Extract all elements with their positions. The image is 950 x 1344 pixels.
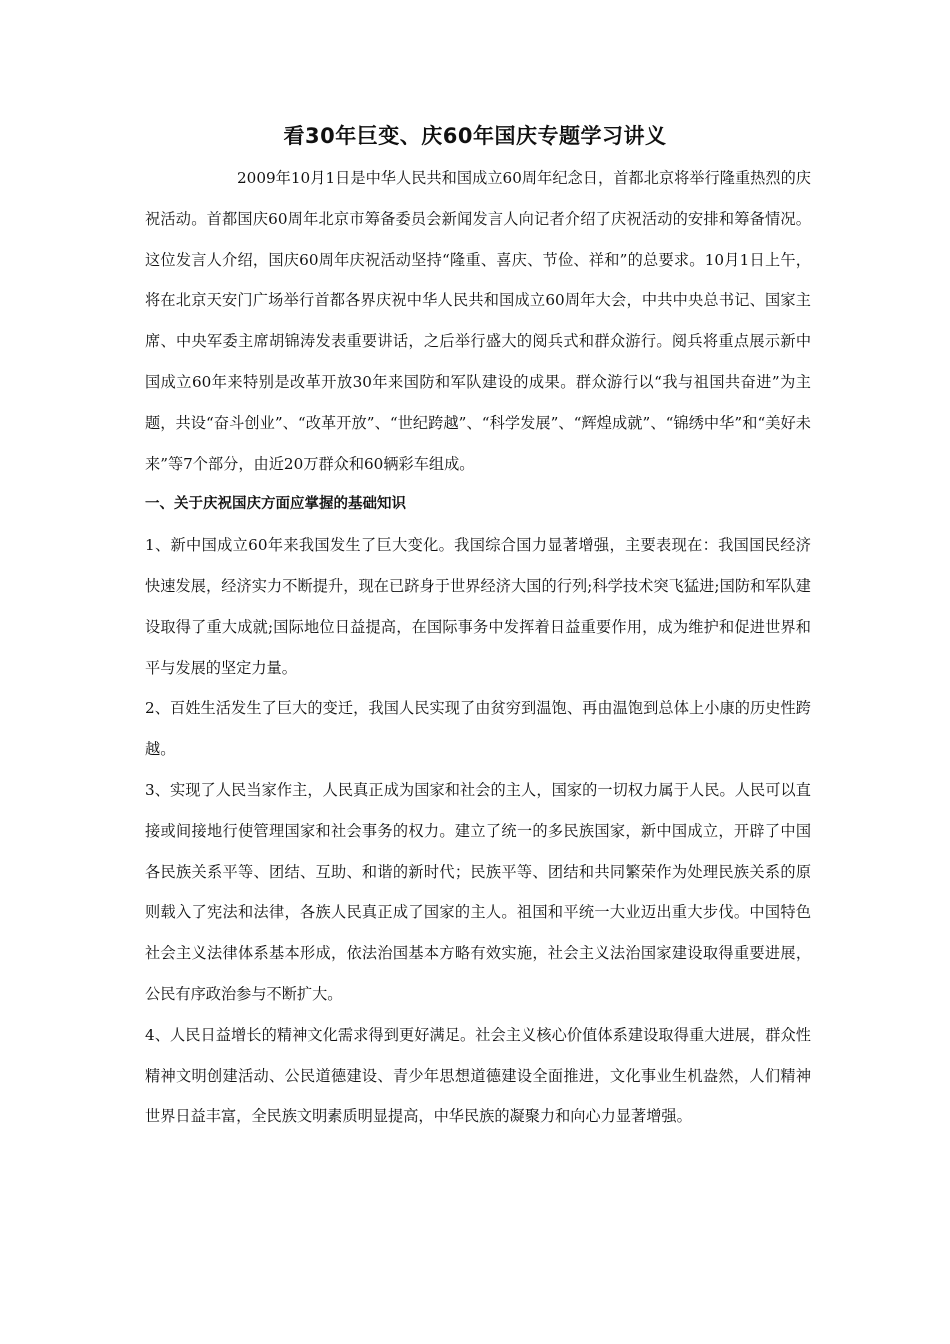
intro-paragraph: 2009年10月1日是中华人民共和国成立60周年纪念日，首都北京将举行隆重热烈的庆祝活动。首都国庆60周年北京市筹备委员会新闻发言人向记者介绍了庆祝活动的安排和筹备情况。 这位发言人介绍，国庆60周年庆祝活动坚持“隆重、喜庆、节俭、祥和”的总要求。10月1日上午，将在北京天安门广场举行首都各界庆祝中华人民共和国成立60周年大会，中共中央总书记、国家主席、中央军委主席胡锦涛发表重要讲话，之后举行盛大的阅兵式和群众游行。阅兵将重点展示新中国成立60年来特别是改革开放30年来国防和军队建设的成果。群众游行以“我与祖国共奋进”为主题，共设“奋斗创业”、“改革开放”、“世纪跨越”、“科学发展”、“辉煌成就”、“锦绣中华”和“美好未来”等7个部分，由近20万群众和60辆彩车组成。	[145, 169, 811, 473]
document-body	[145, 158, 811, 1137]
point-paragraph-2: 2、百姓生活发生了巨大的变迁，我国人民实现了由贫穷到温饱、再由温饱到总体上小康的历史性跨越。	[145, 699, 811, 759]
section-heading: 一、关于庆祝国庆方面应掌握的基础知识	[145, 496, 406, 513]
point-paragraph-1: 1、新中国成立60年来我国发生了巨大变化。我国综合国力显著增强，主要表现在：我国国民经济快速发展，经济实力不断提升，现在已跻身于世界经济大国的行列;科学技术突飞猛进;国防和军队建设取得了重大成就;国际地位日益提高，在国际事务中发挥着日益重要作用，成为维护和促进世界和平与发展的坚定力量。	[145, 536, 811, 677]
point-paragraph-3: 3、实现了人民当家作主，人民真正成为国家和社会的主人，国家的一切权力属于人民。人民可以直接或间接地行使管理国家和社会事务的权力。建立了统一的多民族国家，新中国成立，开辟了中国各民族关系平等、团结、互助、和谐的新时代；民族平等、团结和共同繁荣作为处理民族关系的原则载入了宪法和法律，各族人民真正成了国家的主人。祖国和平统一大业迈出重大步伐。中国特色社会主义法律体系基本形成，依法治国基本方略有效实施，社会主义法治国家建设取得重要进展，公民有序政治参与不断扩大。	[145, 780, 811, 1003]
point-paragraph-4: 4、人民日益增长的精神文化需求得到更好满足。社会主义核心价值体系建设取得重大进展，群众性精神文明创建活动、公民道德建设、青少年思想道德建设全面推进，文化事业生机盎然，人们精神世界日益丰富，全民族文明素质明显提高，中华民族的凝聚力和向心力显著增强。	[145, 1025, 811, 1126]
document-title: 看30年巨变、庆60年国庆专题学习讲义	[283, 124, 667, 148]
